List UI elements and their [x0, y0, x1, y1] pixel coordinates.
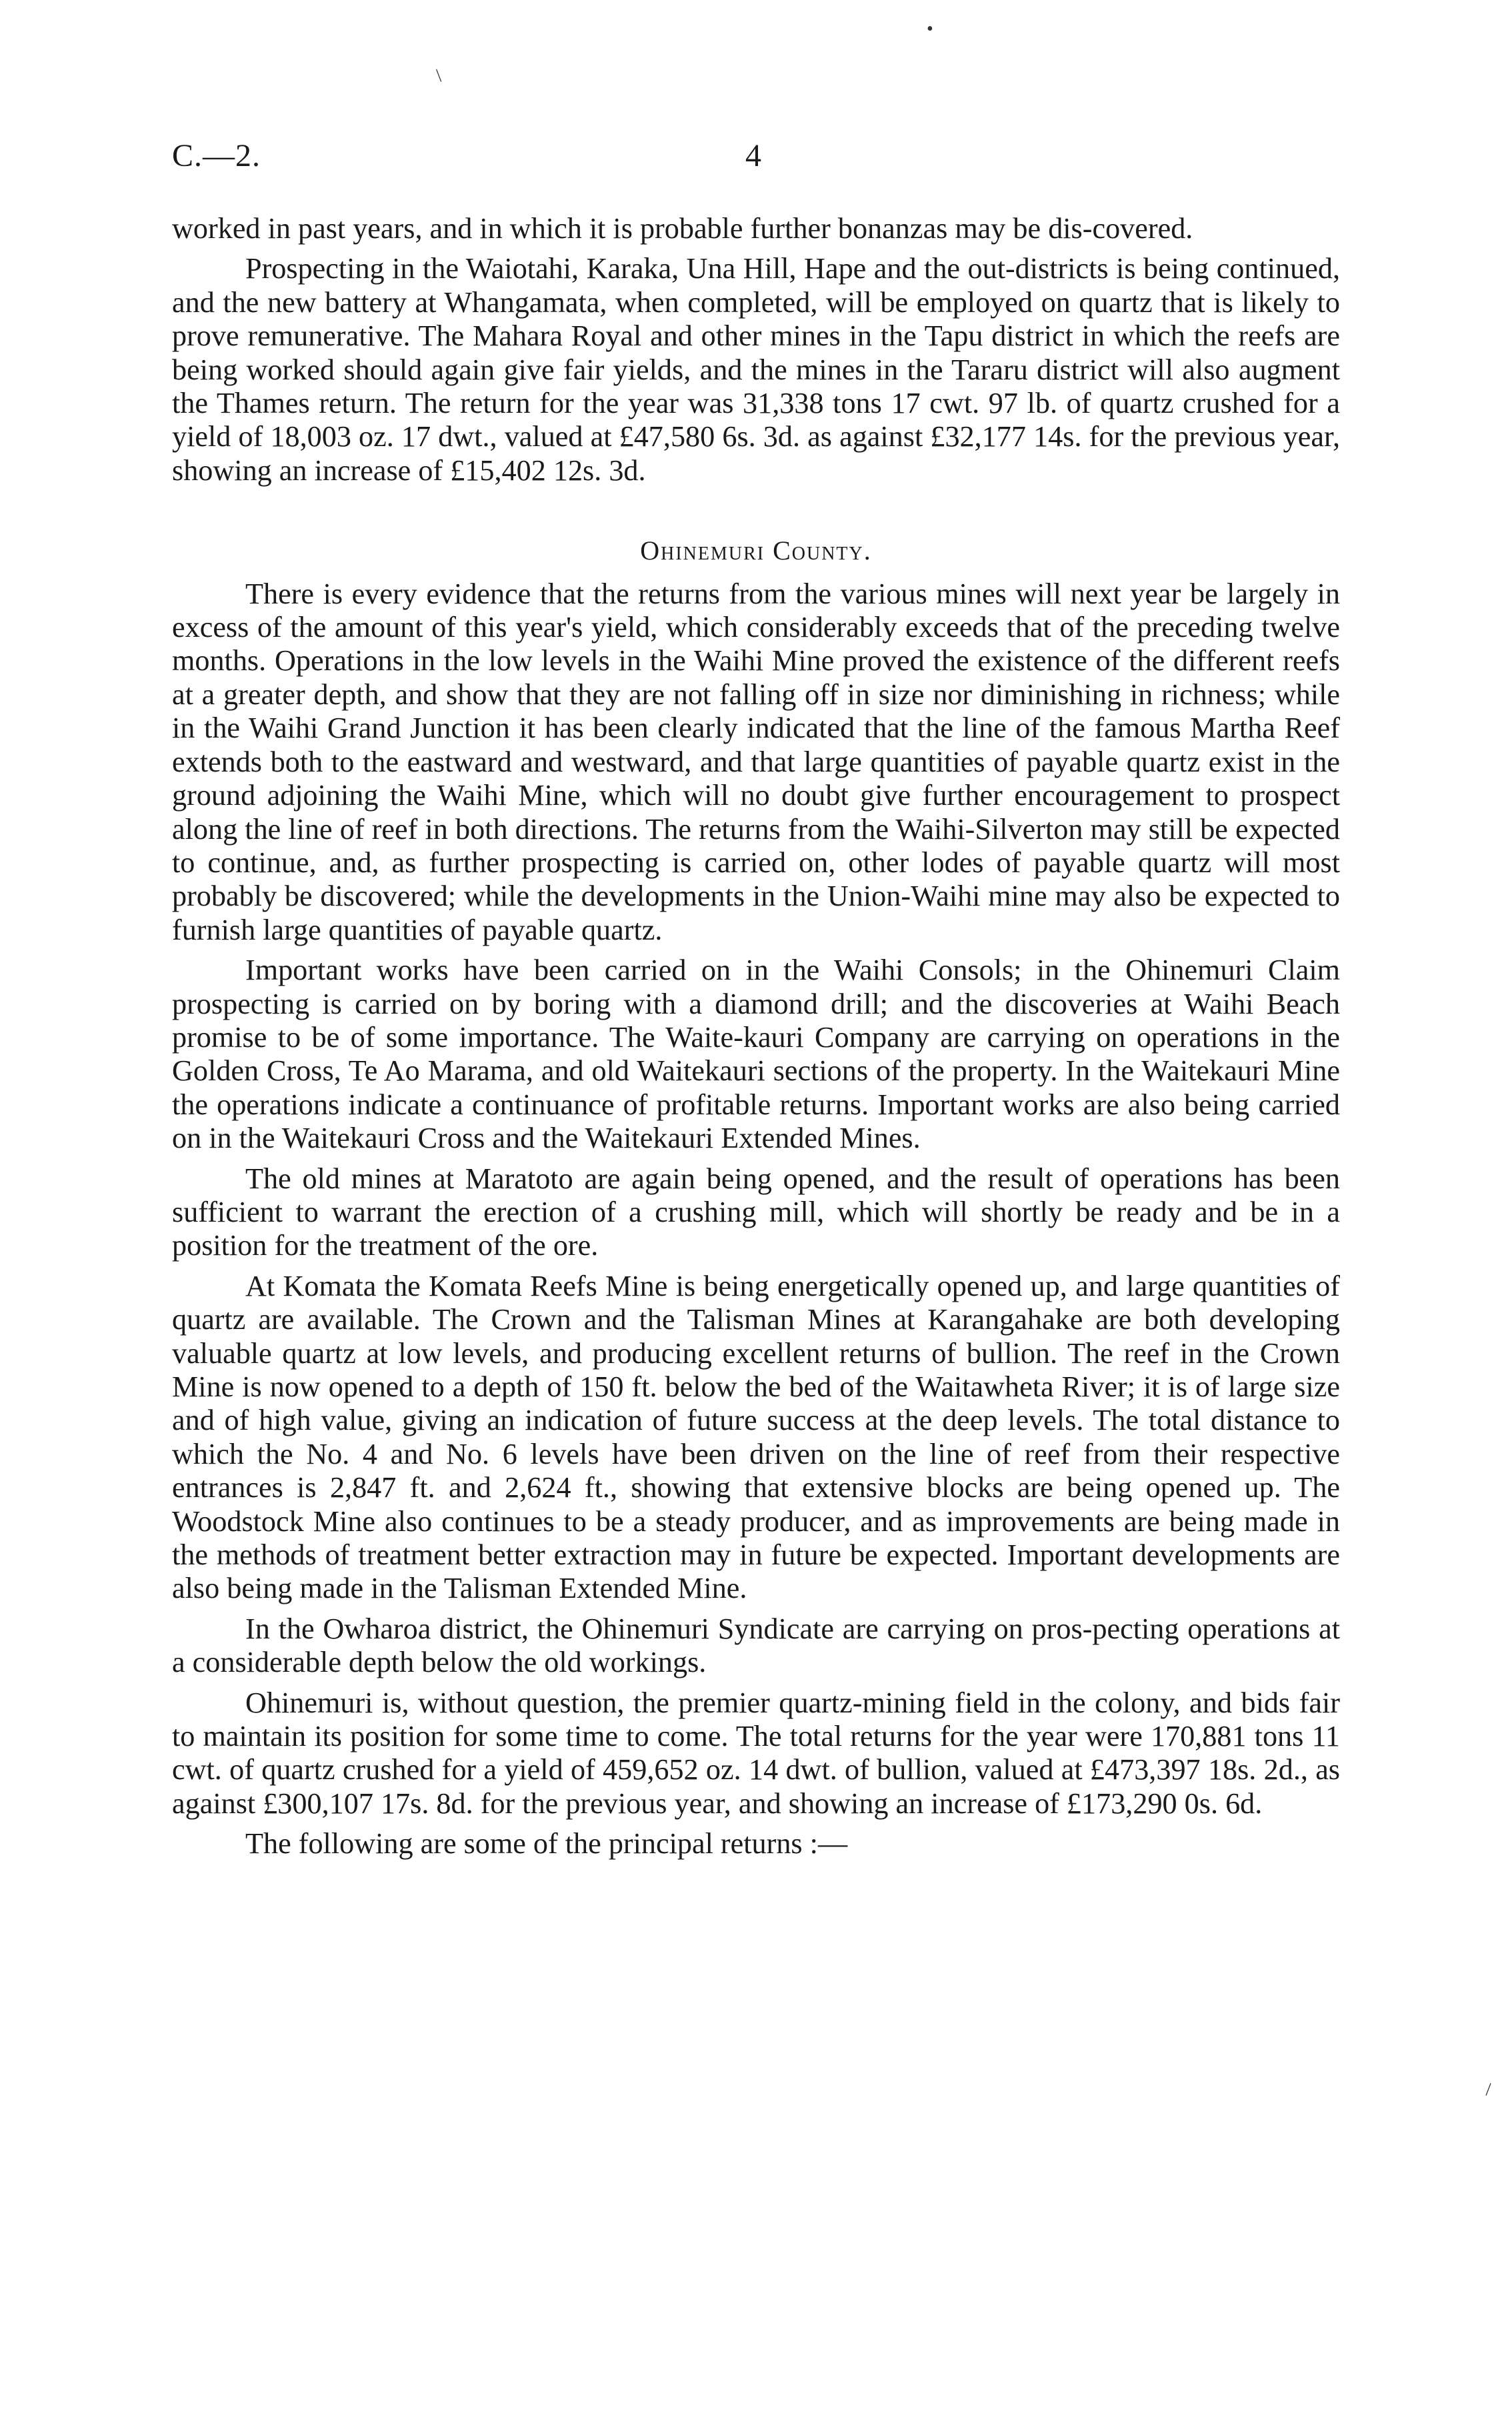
paragraph-ohinemuri-evidence: There is every evidence that the returns from the various mines will next year be largely in excess of the amount of this year's yield, which considerably exceeds that of the preceding twelve months. Operations in the low levels in the Waihi Mine proved the existence of the different reefs at a greater depth, and show that they are not falling off in size nor diminishing in richness; while in the Waihi Grand Junction it has been clearly indicated that the line of the famous Martha Reef extends both to the eastward and westward, and that large quantities of payable quartz exist in the ground adjoining the Waihi Mine, which will no doubt give further encouragement to prospect along the line of reef in both directions. The returns from the Waihi-Silverton may still be expected to continue, and, as further prospecting is carried on, other lodes of payable quartz will most probably be discovered; while the developments in the Union-Waihi mine may also be expected to furnish large quantities of payable quartz. [172, 577, 1340, 946]
paragraph-maratoto: The old mines at Maratoto are again being opened, and the result of operations has been sufficient to warrant the erection of a crushing mill, which will shortly be ready and be in a position for the treatment of the ore. [172, 1162, 1340, 1262]
page-number: 4 [745, 138, 761, 173]
scan-speck: \ [1479, 2080, 1497, 2099]
paragraph-owharoa: In the Owharoa district, the Ohinemuri Syndicate are carrying on pros-pecting operations at a considerable depth below the old workings. [172, 1612, 1340, 1679]
paragraph-continuation: worked in past years, and in which it is probable further bonanzas may be dis-covered. [172, 212, 1193, 245]
paragraph-thames-prospecting: Prospecting in the Waiotahi, Karaka, Una Hill, Hape and the out-districts is being continued, and the new battery at Whangamata, when completed, will be employed on quartz that is likely to prove remunerative. The Mahara Royal and other mines in the Tapu district in which the reefs are being worked should again give fair yields, and the mines in the Tararu district will also augment the Thames return. The return for the year was 31,338 tons 17 cwt. 97 lb. of quartz crushed for a yield of 18,003 oz. 17 dwt., valued at £47,580 6s. 3d. as against £32,177 14s. for the previous year, showing an increase of £15,402 12s. 3d. [172, 252, 1340, 487]
paragraph-komata: At Komata the Komata Reefs Mine is being energetically opened up, and large quantities of quartz are available. The Crown and the Talisman Mines at Karangahake are both developing valuable quartz at low levels, and producing excellent returns of bullion. The reef in the Crown Mine is now opened to a depth of 150 ft. below the bed of the Waitawheta River; it is of large size and of high value, giving an indication of future success at the deep levels. The total distance to which the No. 4 and No. 6 levels have been driven on the line of reef from their respective entrances is 2,847 ft. and 2,624 ft., showing that extensive blocks are being opened up. The Woodstock Mine also continues to be a steady producer, and as improvements are being made in the methods of treatment better extraction may in future be expected. Important developments are also being made in the Talisman Extended Mine. [172, 1269, 1340, 1605]
scan-speck: • [927, 19, 933, 39]
body-text [172, 212, 1340, 1861]
page-header [172, 137, 1345, 184]
document-reference: C.—2. [172, 138, 261, 173]
paragraph-ohinemuri-returns: Ohinemuri is, without question, the premier quartz-mining field in the colony, and bids fair to maintain its position for some time to come. The total returns for the year were 170,881 tons 11 cwt. of quartz crushed for a yield of 459,652 oz. 14 dwt. of bullion, valued at £473,397 18s. 2d., as against £300,107 17s. 8d. for the previous year, and showing an increase of £173,290 0s. 6d. [172, 1686, 1340, 1820]
section-heading-ohinemuri: Ohinemuri County. [640, 535, 872, 566]
paragraph-waihi-consols: Important works have been carried on in the Waihi Consols; in the Ohinemuri Claim prospecting is carried on by boring with a diamond drill; and the discoveries at Waihi Beach promise to be of some importance. The Waite-kauri Company are carrying on operations in the Golden Cross, Te Ao Marama, and old Waitekauri sections of the property. In the Waitekauri Mine the operations indicate a continuance of profitable returns. Important works are also being carried on in the Waitekauri Cross and the Waitekauri Extended Mines. [172, 954, 1340, 1155]
paragraph-principal-returns: The following are some of the principal returns :— [245, 1827, 848, 1861]
scan-speck: / [430, 66, 448, 85]
